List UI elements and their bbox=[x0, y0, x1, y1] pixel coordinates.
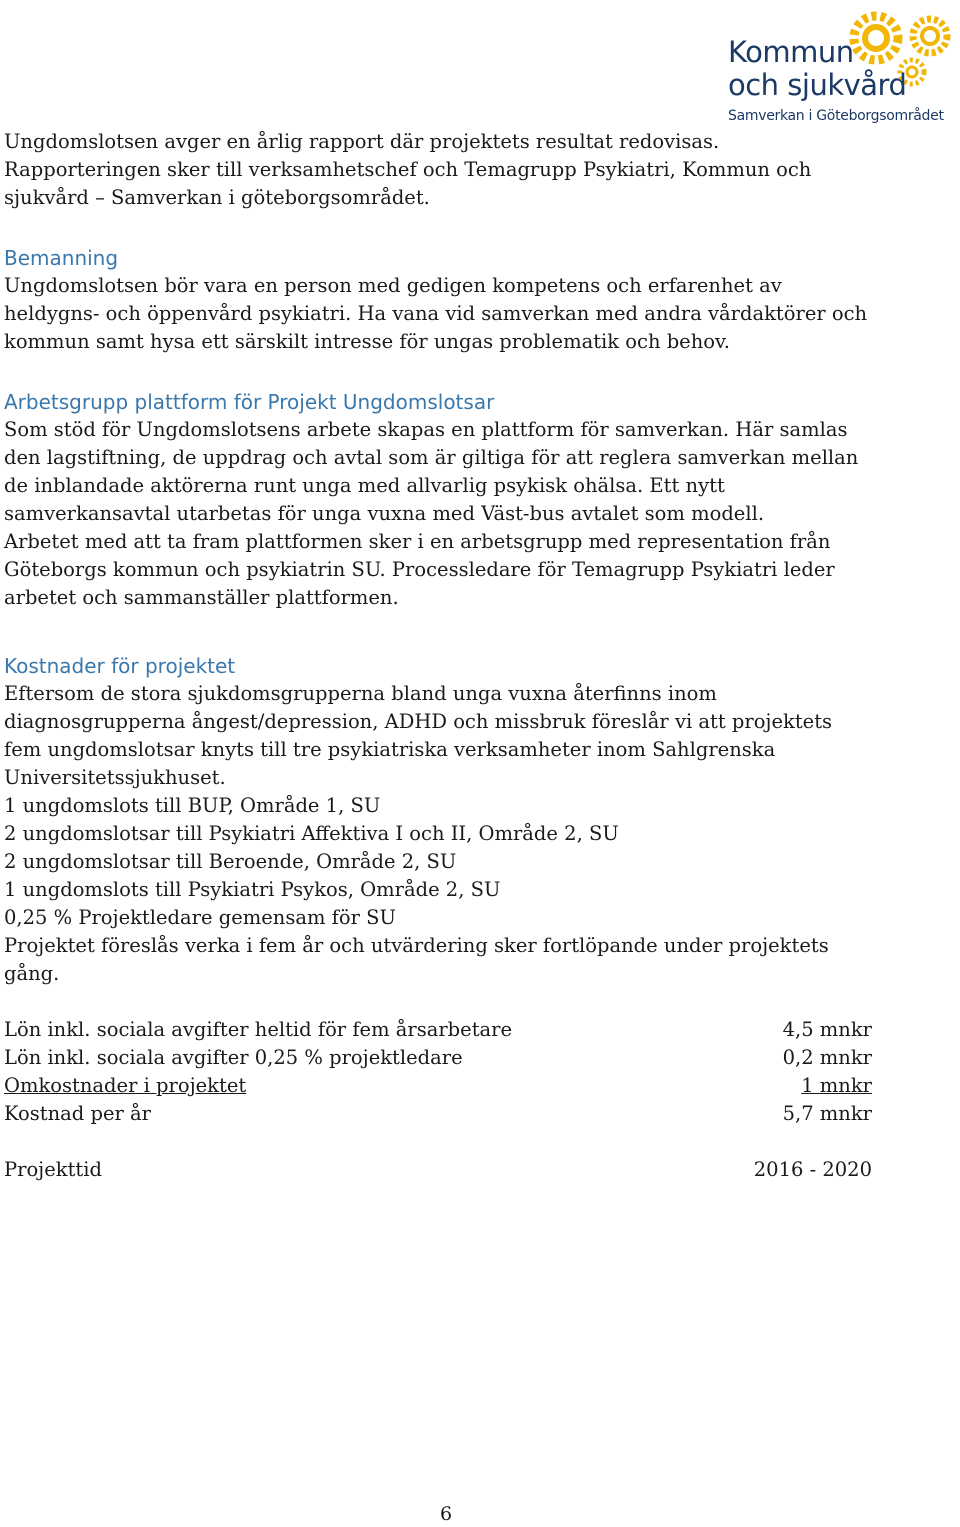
projekttid-value: 2016 - 2020 bbox=[753, 1158, 872, 1181]
cost-value: 4,5 mnkr bbox=[782, 1018, 872, 1041]
cost-row bbox=[4, 1044, 872, 1072]
text-line: Projektet föreslås verka i fem år och utvärdering sker fortlöpande under projektets bbox=[4, 934, 829, 957]
cost-total-row bbox=[4, 1100, 872, 1128]
text-line: Eftersom de stora sjukdomsgrupperna bland unga vuxna återfinns inom bbox=[4, 682, 717, 705]
list-item: 0,25 % Projektledare gemensam för SU bbox=[4, 906, 396, 929]
text-line: samverkansavtal utarbetas för unga vuxna med Väst-bus avtalet som modell. bbox=[4, 502, 765, 525]
cost-row bbox=[4, 1072, 872, 1100]
text-line: de inblandade aktörerna runt unga med allvarlig psykisk ohälsa. Ett nytt bbox=[4, 474, 725, 497]
cost-label: Lön inkl. sociala avgifter 0,25 % projektledare bbox=[4, 1046, 463, 1069]
list-item: 1 ungdomslots till BUP, Område 1, SU bbox=[4, 794, 381, 817]
cost-value: 1 mnkr bbox=[801, 1074, 872, 1097]
text-line: heldygns- och öppenvård psykiatri. Ha vana vid samverkan med andra vårdaktörer och bbox=[4, 302, 868, 325]
text-line: arbetet och sammanställer plattformen. bbox=[4, 586, 399, 609]
list-item: 1 ungdomslots till Psykiatri Psykos, Område 2, SU bbox=[4, 878, 501, 901]
list-item: 2 ungdomslotsar till Psykiatri Affektiva I och II, Område 2, SU bbox=[4, 822, 619, 845]
logo-subtitle: Samverkan i Göteborgsområdet bbox=[728, 108, 944, 124]
cost-label: Lön inkl. sociala avgifter heltid för fem årsarbetare bbox=[4, 1018, 513, 1041]
organization-logo bbox=[726, 6, 958, 128]
text-line: Göteborgs kommun och psykiatrin SU. Processledare för Temagrupp Psykiatri leder bbox=[4, 558, 835, 581]
cost-row bbox=[4, 1016, 872, 1044]
cost-table bbox=[4, 1016, 872, 1184]
heading-kostnader: Kostnader för projektet bbox=[4, 654, 236, 678]
arbetsgrupp-paragraph bbox=[4, 416, 904, 612]
text-line: Rapporteringen sker till verksamhetschef och Temagrupp Psykiatri, Kommun och bbox=[4, 158, 812, 181]
heading-bemanning: Bemanning bbox=[4, 246, 119, 270]
logo-text-kommun: Kommun bbox=[728, 35, 854, 69]
heading-arbetsgrupp: Arbetsgrupp plattform för Projekt Ungdomslotsar bbox=[4, 390, 495, 414]
page-number: 6 bbox=[439, 1503, 453, 1525]
projekttid-label: Projekttid bbox=[4, 1158, 102, 1181]
text-line: Universitetssjukhuset. bbox=[4, 766, 226, 789]
cost-value: 5,7 mnkr bbox=[782, 1102, 872, 1125]
text-line: gång. bbox=[4, 962, 60, 985]
kostnader-paragraph bbox=[4, 680, 904, 988]
cost-label: Kostnad per år bbox=[4, 1102, 151, 1125]
cost-label: Omkostnader i projektet bbox=[4, 1074, 247, 1097]
text-line: sjukvård – Samverkan i göteborgsområdet. bbox=[4, 186, 430, 209]
text-line: kommun samt hysa ett särskilt intresse för ungas problematik och behov. bbox=[4, 330, 730, 353]
projekttid-row bbox=[4, 1156, 872, 1184]
text-line: diagnosgrupperna ångest/depression, ADHD och missbruk föreslår vi att projektets bbox=[4, 710, 833, 733]
logo-text-sjukvard: och sjukvård bbox=[728, 68, 907, 102]
text-line: den lagstiftning, de uppdrag och avtal som är giltiga för att reglera samverkan mellan bbox=[4, 446, 859, 469]
list-item: 2 ungdomslotsar till Beroende, Område 2, SU bbox=[4, 850, 457, 873]
text-line: Ungdomslotsen avger en årlig rapport där projektets resultat redovisas. bbox=[4, 130, 720, 153]
text-line: Arbetet med att ta fram plattformen sker i en arbetsgrupp med representation från bbox=[4, 530, 831, 553]
text-line: Som stöd för Ungdomslotsens arbete skapas en plattform för samverkan. Här samlas bbox=[4, 418, 848, 441]
intro-paragraph bbox=[4, 128, 904, 212]
text-line: Ungdomslotsen bör vara en person med gedigen kompetens och erfarenhet av bbox=[4, 274, 782, 297]
document-body bbox=[4, 128, 904, 1184]
cost-value: 0,2 mnkr bbox=[782, 1046, 872, 1069]
bemanning-paragraph bbox=[4, 272, 904, 356]
text-line: fem ungdomslotsar knyts till tre psykiatriska verksamheter inom Sahlgrenska bbox=[4, 738, 776, 761]
